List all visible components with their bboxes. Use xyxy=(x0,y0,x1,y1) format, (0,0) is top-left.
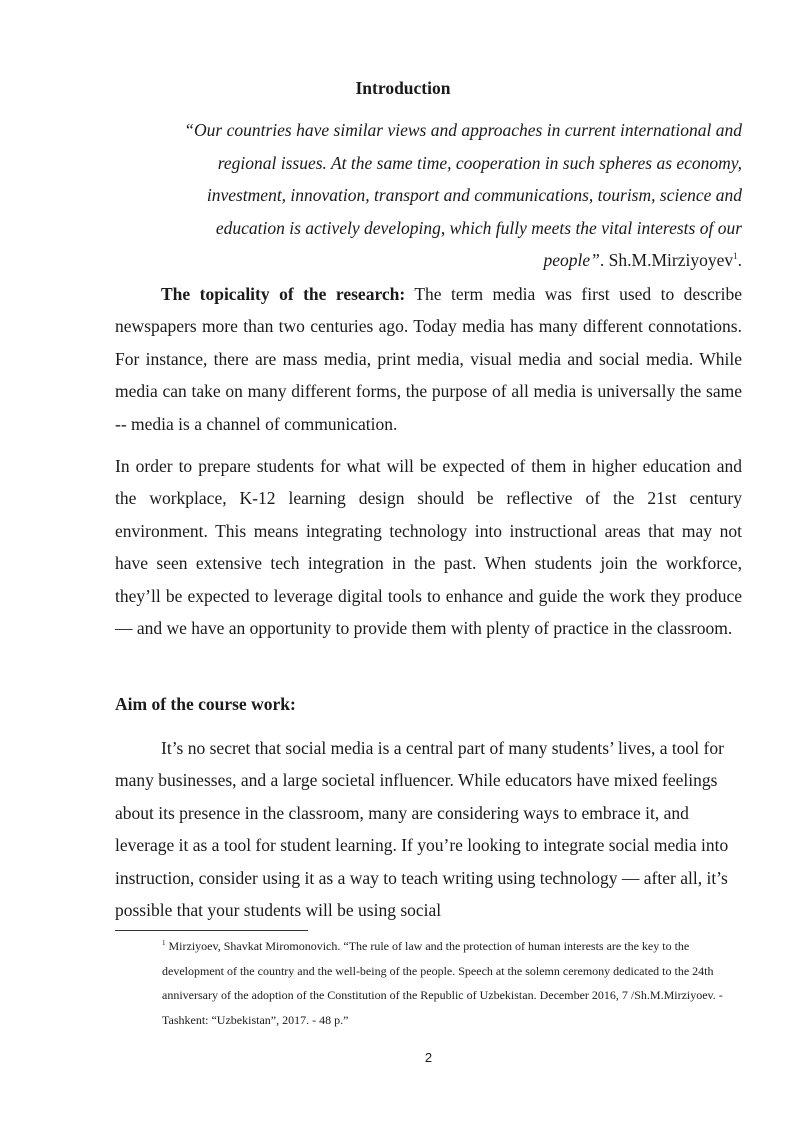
epigraph-line: education is actively developing, which fully meets the vital interests of our xyxy=(215,217,742,238)
epigraph-line: investment, innovation, transport and communications, tourism, science and xyxy=(206,185,742,206)
epigraph-attribution: people”. Sh.M.Mirziyoyev$^1$. xyxy=(543,250,742,271)
topicality-heading: The topicality of the research: xyxy=(161,284,406,304)
footnote-reference[interactable]: 1 xyxy=(733,251,738,262)
epigraph-line: regional issues. At the same time, cooperation in such spheres as economy, xyxy=(217,152,742,173)
page-title: Introduction xyxy=(355,78,451,98)
footnote-separator xyxy=(115,930,308,931)
page-number: 2 xyxy=(424,1050,433,1065)
footnote-text: Mirziyoev, Shavkat Miromonovich. “The rule of law and the protection of human interests are the key to the development of the country and the well-being of the people. Speech at the solemn ceremony dedicated to the 24th anniversary of the adoption of the Constitution of the Republic of Uzbekistan. December 2016, 7 /Sh.M.Mirziyoev. - Tashkent: “Uzbekistan”, 2017. - 48 p.” xyxy=(162,939,723,1027)
aim-heading: Aim of the course work: xyxy=(115,694,296,714)
aim-paragraph: It’s no secret that social media is a central part of many students’ lives, a tool for many businesses, and a large societal influencer. While educators have mixed feelings about its presence in the classroom, many are considering ways to embrace it, and leverage it as a tool for student learning. If you’re looking to integrate social media into instruction, consider using it as a way to teach writing using technology — after all, it’s possible that your students will be using social xyxy=(115,738,729,921)
footnote-number: 1 xyxy=(162,939,166,947)
epigraph-quote xyxy=(115,114,742,277)
epigraph-line: “Our countries have similar views and approaches in current international and xyxy=(184,120,742,140)
body-paragraph: In order to prepare students for what will be expected of them in higher education and the workplace, K-12 learning design should be reflective of the 21st century environment. This means integrating technology into instructional areas that may not have seen extensive tech integration in the past. When students join the workforce, they’ll be expected to leverage digital tools to enhance and guide the work they produce — and we have an opportunity to provide them with plenty of practice in the classroom. xyxy=(115,456,742,639)
footnote xyxy=(162,934,742,1032)
topicality-text: The term media was first used to describe newspapers more than two centuries ago. Today media has many different connotations. For instance, there are mass media, print media, visual media and social media. While media can take on many different forms, the purpose of all media is universally the same -- media is a channel of communication. xyxy=(115,284,742,434)
topicality-paragraph xyxy=(115,278,742,440)
